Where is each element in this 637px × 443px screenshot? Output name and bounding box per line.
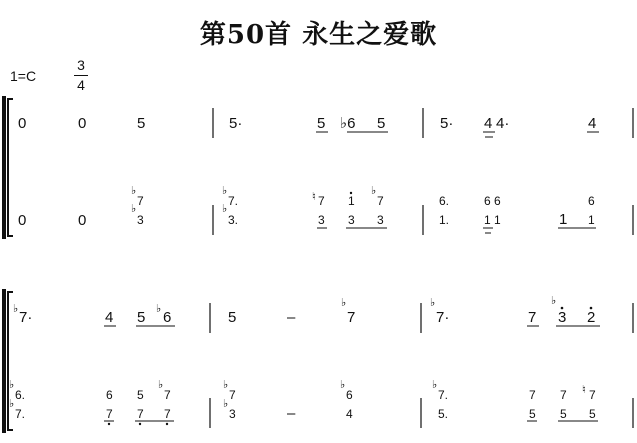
svg-text:♭: ♭ [9,398,15,410]
barlines [210,108,633,428]
note: ♭6 [340,115,356,132]
system-brace [8,99,13,236]
chord [559,194,595,228]
chord [348,192,355,227]
svg-text:♭: ♭ [156,303,162,315]
svg-text:♭: ♭ [13,303,19,315]
svg-text:♭: ♭ [551,295,557,307]
svg-text:1: 1 [559,211,568,228]
system-2-lower [9,379,598,425]
song-title: 第50首 永生之爱歌 [199,20,438,50]
underlines [316,132,599,137]
note: – [287,405,296,422]
note: 5 [228,309,237,326]
note: 4· [496,115,510,132]
svg-text:3: 3 [137,213,144,227]
svg-text:♭: ♭ [371,185,377,197]
svg-text:♭: ♭ [223,398,229,410]
chord [137,388,144,425]
svg-text:♭: ♭ [222,185,228,197]
note: 2 [587,309,596,326]
chord [222,185,238,227]
svg-text:♭: ♭ [432,379,438,391]
svg-text:5: 5 [560,407,567,421]
svg-text:7.: 7. [15,407,26,421]
note: 0 [78,212,87,229]
chord [223,379,236,421]
chord [439,194,449,227]
note: 0 [18,212,27,229]
svg-text:5: 5 [137,388,144,402]
svg-text:3: 3 [377,213,384,227]
svg-text:♭: ♭ [341,297,347,309]
svg-text:♭: ♭ [131,203,137,215]
note: 4 [484,115,493,132]
note: 7· [19,309,33,326]
underlines [317,228,596,233]
svg-text:♭: ♭ [131,185,137,197]
svg-text:1: 1 [588,213,595,227]
svg-text:7: 7 [164,388,171,402]
time-signature-top: 3 [77,57,85,73]
svg-text:7: 7 [318,194,325,208]
svg-text:6 6: 6 6 [484,194,501,208]
chord [340,379,353,421]
chord [9,379,25,421]
svg-text:5: 5 [589,407,596,421]
chord [582,384,596,421]
note: – [287,309,296,326]
note: 7 [528,309,537,326]
note: 0 [18,115,27,132]
svg-text:7: 7 [560,388,567,402]
note: 4 [105,309,114,326]
svg-text:6.: 6. [439,194,450,208]
svg-text:6: 6 [106,388,113,402]
svg-text:6: 6 [346,388,353,402]
svg-text:7: 7 [529,388,536,402]
note: 4 [588,115,597,132]
note: 3 [558,309,567,326]
svg-text:6: 6 [588,194,595,208]
chord [312,191,325,227]
svg-text:♭: ♭ [9,379,15,391]
note: 5 [137,115,146,132]
svg-text:3: 3 [229,407,236,421]
chord [106,388,113,425]
chord [560,388,567,421]
note: 5 [137,309,146,326]
note: 6 [163,309,172,326]
note: 5 [317,115,326,132]
svg-text:5: 5 [529,407,536,421]
svg-text:5.: 5. [438,407,449,421]
note: 0 [78,115,87,132]
note: 7 [347,309,356,326]
system-1-upper [18,115,599,137]
chord [371,185,384,227]
svg-text:3: 3 [318,213,325,227]
system-2-upper [13,295,600,326]
note: 7· [436,309,450,326]
chord [432,379,448,421]
svg-text:7: 7 [137,407,144,421]
key-signature: 1=C [10,68,37,84]
note: 5· [229,115,243,132]
svg-text:7: 7 [589,388,596,402]
time-signature-bottom: 4 [77,77,85,93]
system-1-lower [18,185,596,233]
chord [158,379,171,425]
svg-text:7: 7 [137,194,144,208]
svg-text:♭: ♭ [158,379,164,391]
svg-text:♭: ♭ [430,297,436,309]
note: 5 [377,115,386,132]
svg-text:7: 7 [229,388,236,402]
chord [529,388,536,421]
svg-text:4: 4 [346,407,353,421]
chord [484,194,501,227]
svg-text:7.: 7. [438,388,449,402]
svg-text:7: 7 [164,407,171,421]
svg-text:♭: ♭ [223,379,229,391]
svg-text:♭: ♭ [222,203,228,215]
note: 5· [440,115,454,132]
svg-text:1: 1 [348,194,355,208]
svg-text:7.: 7. [228,194,239,208]
svg-text:7: 7 [377,194,384,208]
svg-text:3.: 3. [228,213,239,227]
svg-text:1 1: 1 1 [484,213,501,227]
svg-text:♮: ♮ [582,384,586,396]
svg-text:6.: 6. [15,388,26,402]
chord [131,185,144,227]
svg-text:♭: ♭ [340,379,346,391]
svg-text:3: 3 [348,213,355,227]
svg-text:♮: ♮ [312,191,316,203]
svg-text:7: 7 [106,407,113,421]
svg-text:1.: 1. [439,213,450,227]
